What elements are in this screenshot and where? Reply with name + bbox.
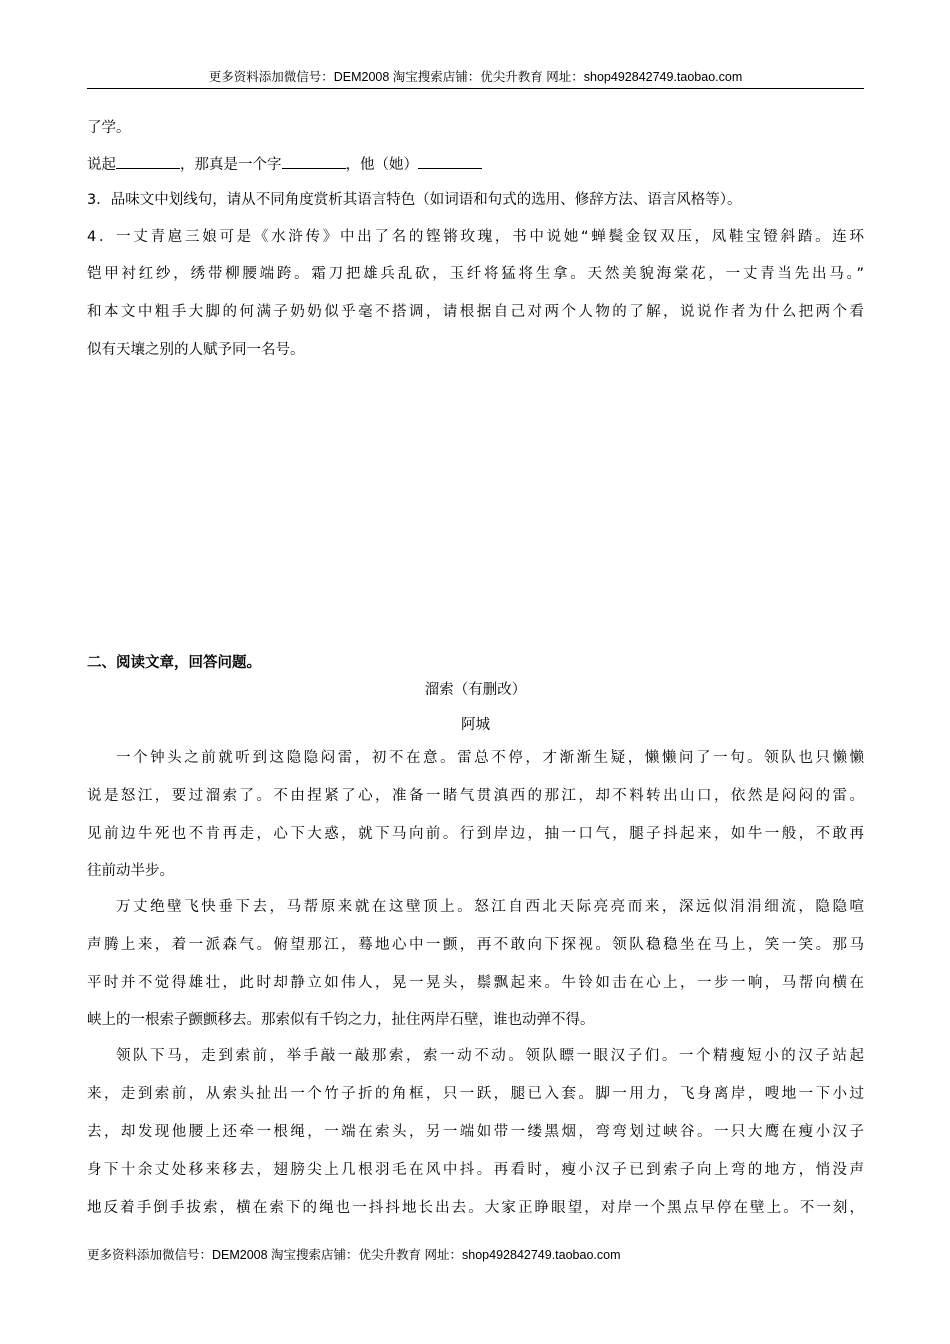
question-4-line: 似有天壤之别的人赋予同一名号。 <box>87 342 305 358</box>
paragraph-line: 说是怒江，要过溜索了。不由捏紧了心，准备一睹气贯滇西的那江，却不料转出山口，依然是闷闷的雷。 <box>87 788 864 804</box>
paragraph-line: 万丈绝壁飞快垂下去，马帮原来就在这壁顶上。怒江自西北天际亮亮而来，深远似涓涓细流，隐隐喧 <box>116 899 864 915</box>
paragraph-line: 去，却发现他腰上还牵一根绳，一端在索头，另一端如带一缕黑烟，弯弯划过峡谷。一只大鹰在瘦小汉子 <box>87 1124 864 1140</box>
article-title: 溜索（有删改） <box>424 682 527 698</box>
fill-text-3: ，他（她） <box>345 157 418 173</box>
fill-text-1: 说起 <box>87 157 116 173</box>
answer-blank-3[interactable] <box>418 152 482 169</box>
question-4-line: 4．一丈青扈三娘可是《水浒传》中出了名的铿锵玫瑰，书中说她“蝉鬓金钗双压，凤鞋宝镫斜踏。连环 <box>87 229 864 245</box>
paragraph-line: 一个钟头之前就听到这隐隐闷雷，初不在意。雷总不停，才渐渐生疑，懒懒问了一句。领队也只懒懒 <box>116 750 864 766</box>
article-author: 阿城 <box>461 717 490 733</box>
paragraph-line: 见前边牛死也不肯再走，心下大惑，就下马向前。行到岸边，抽一口气，腿子抖起来，如牛一般，不敢再 <box>87 826 864 842</box>
paragraph-line: 平时并不觉得雄壮，此时却静立如伟人，晃一晃头，鬃飘起来。牛铃如击在心上，一步一响，马帮向横在 <box>87 975 864 991</box>
question-3: 3．品味文中划线句，请从不同角度赏析其语言特色（如词语和句式的选用、修辞方法、语言风格等）。 <box>87 192 742 208</box>
section-heading: 二、阅读文章，回答问题。 <box>87 655 261 671</box>
paragraph-line: 声腾上来，着一派森气。俯望那江，蓦地心中一颤，再不敢向下探视。领队稳稳坐在马上，笑一笑。那马 <box>87 937 864 953</box>
answer-blank-1[interactable] <box>116 152 180 169</box>
paragraph-line: 身下十余丈处移来移去，翅膀尖上几根羽毛在风中抖。再看时，瘦小汉子已到索子向上弯的地方，悄没声 <box>87 1162 864 1178</box>
paragraph-line: 领队下马，走到索前，举手敲一敲那索，索一动不动。领队瞟一眼汉子们。一个精瘦短小的汉子站起 <box>116 1048 864 1064</box>
answer-blank-2[interactable] <box>282 152 346 169</box>
paragraph-line: 来，走到索前，从索头扯出一个竹子折的角框，只一跃，腿已入套。脚一用力，飞身离岸，嗖地一下小过 <box>87 1086 864 1102</box>
fill-blank-line <box>87 152 864 176</box>
header-rule <box>87 88 864 89</box>
carry-line: 了学。 <box>87 120 131 136</box>
paragraph-line: 峡上的一根索子颤颤移去。那索似有千钧之力，扯住两岸石壁，谁也动弹不得。 <box>87 1012 595 1028</box>
question-4-line: 铠甲衬红纱，绣带柳腰端跨。霜刀把雄兵乱砍，玉纤将猛将生拿。天然美貌海棠花，一丈青当先出马。” <box>87 266 864 282</box>
paragraph-line: 往前动半步。 <box>87 863 174 879</box>
page-header: 更多资料添加微信号：DEM2008 淘宝搜索店铺：优尖升教育 网址：shop492842749.taobao.com <box>208 70 743 84</box>
page-footer: 更多资料添加微信号：DEM2008 淘宝搜索店铺：优尖升教育 网址：shop492842749.taobao.com <box>87 1248 621 1262</box>
fill-text-2: ，那真是一个字 <box>180 157 282 173</box>
question-4-line: 和本文中粗手大脚的何满子奶奶似乎毫不搭调，请根据自己对两个人物的了解，说说作者为什么把两个看 <box>87 304 864 320</box>
paragraph-line: 地反着手倒手拔索，横在索下的绳也一抖抖地长出去。大家正睁眼望，对岸一个黑点早停在壁上。不一刻， <box>87 1200 864 1216</box>
